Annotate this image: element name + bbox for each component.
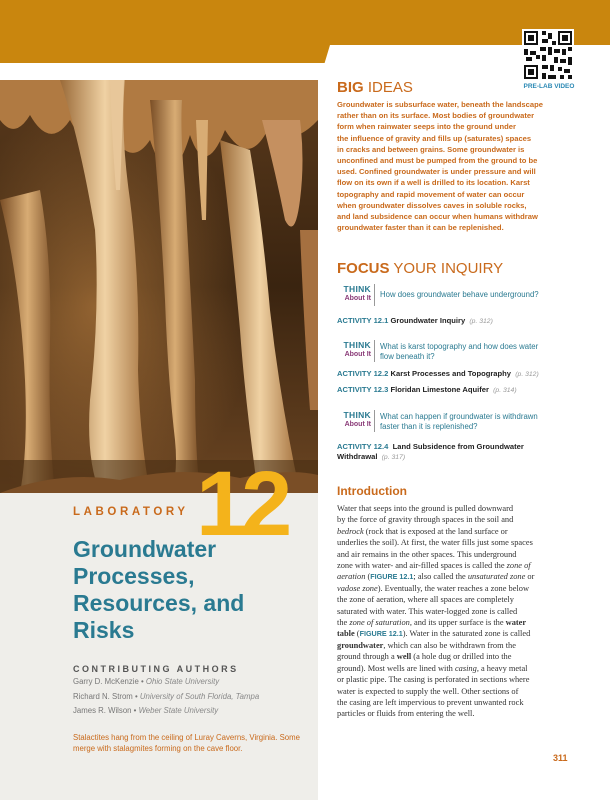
chapter-title-line: Groundwater <box>73 536 217 562</box>
activity-link[interactable]: ACTIVITY 12.1 Groundwater Inquiry (p. 312) <box>337 316 493 325</box>
author-entry: James R. Wilson • Weber State University <box>73 706 219 715</box>
photo-caption <box>73 733 308 754</box>
big-ideas-text: Groundwater is subsurface water, beneath the landscape rather than on its surface. Most bodies of groundwater form when rainwater seeps into the ground under the influence of gravity and fills up (saturates) spaces in cracks and between grains. Some groundwater is unconfined and must be pumped from the ground to be used. Confined groundwater is under pressure and will flow on its own if a well is drilled to its location. Karst topography and rapid movement of water can occur when groundwater dissolves caves in soluble rocks, and land subsidence can occur when humans withdraw groundwater faster than it can be replenished. <box>337 100 543 233</box>
laboratory-label: LABORATORY <box>73 506 189 518</box>
activity-link[interactable]: ACTIVITY 12.2 Karst Processes and Topography (p. 312) <box>337 369 539 378</box>
author-entry: Garry D. McKenzie • Ohio State University <box>73 677 220 686</box>
think-about-it-box: THINK About It How does groundwater behave underground? <box>337 284 587 308</box>
cave-photo <box>0 80 318 493</box>
caption-line: Stalactites hang from the ceiling of Luray Caverns, Virginia. Some <box>73 733 300 742</box>
pre-lab-video-link[interactable]: PRE-LAB VIDEO <box>523 83 575 90</box>
think-question: What is karst topography and how does water flow beneath it? <box>380 342 539 361</box>
chapter-title <box>73 536 313 644</box>
activity-link[interactable]: ACTIVITY 12.4 Land Subsidence from Groundwater Withdrawal (p. 317) <box>337 442 524 461</box>
chapter-number: 12 <box>196 453 287 555</box>
chapter-title-line: Risks <box>73 617 135 643</box>
author-name: Richard N. Strom <box>73 692 133 701</box>
chapter-title-line: Resources, and <box>73 590 245 616</box>
author-affiliation: Ohio State University <box>145 677 220 686</box>
chapter-title-line: Processes, <box>73 563 195 589</box>
introduction-text: Water that seeps into the ground is pulled downward by the force of gravity through spaces in the soil and bedrock (rock that is exposed at the land surface or underlies the soil). At first, the water fills just some spaces and air remains in the other spaces. This underground zone with water- and air-filled spaces is called the zone of aeration (FIGURE 12.1; also called the unsaturated zone or vadose zone). Eventually, the water reaches a zone below the zone of aeration, where all spaces are completely saturated with water. This water-logged zone is called the zone of saturation, and its upper surface is the water table (FIGURE 12.1). Water in the saturated zone is called groundwater, which can also be withdrawn from the ground through a well (a hole dug or drilled into the ground). Most wells are lined with casing, a heavy metal or plastic pipe. The casing is perforated in sections where water is expected to supply the well. Other sections of the casing are left impervious to prevent unwanted rock particles or fluids from entering the well. <box>337 504 535 719</box>
author-affiliation: Weber State University <box>138 706 219 715</box>
figure-link[interactable]: FIGURE 12.1 <box>359 629 403 639</box>
think-about-it-box: THINK About It What can happen if groundwater is withdrawn faster than it is replenished? <box>343 410 538 431</box>
introduction-heading: Introduction <box>337 484 407 498</box>
author-affiliation: University of South Florida, Tampa <box>139 692 260 701</box>
author-entry: Richard N. Strom • University of South Florida, Tampa <box>73 692 260 701</box>
author-name: Garry D. McKenzie <box>73 677 139 686</box>
focus-inquiry-heading: FOCUS YOUR INQUIRY <box>337 260 504 277</box>
caption-line: merge with stalagmites forming on the cave floor. <box>73 743 243 753</box>
big-ideas-heading: BIG IDEAS <box>337 79 413 96</box>
qr-code-icon[interactable] <box>522 29 574 81</box>
page-number: 311 <box>553 753 568 763</box>
think-about-it-box: THINK About It What is karst topography and how does water flow beneath it? <box>343 340 539 361</box>
author-name: James R. Wilson <box>73 706 132 715</box>
contributors-heading: CONTRIBUTING AUTHORS <box>73 664 239 674</box>
think-question: How does groundwater behave underground? <box>380 290 539 299</box>
activity-link[interactable]: ACTIVITY 12.3 Floridan Limestone Aquifer (p. 314) <box>337 385 517 394</box>
think-question: What can happen if groundwater is withdrawn faster than it is replenished? <box>380 412 538 431</box>
figure-link[interactable]: FIGURE 12.1 <box>370 572 414 582</box>
